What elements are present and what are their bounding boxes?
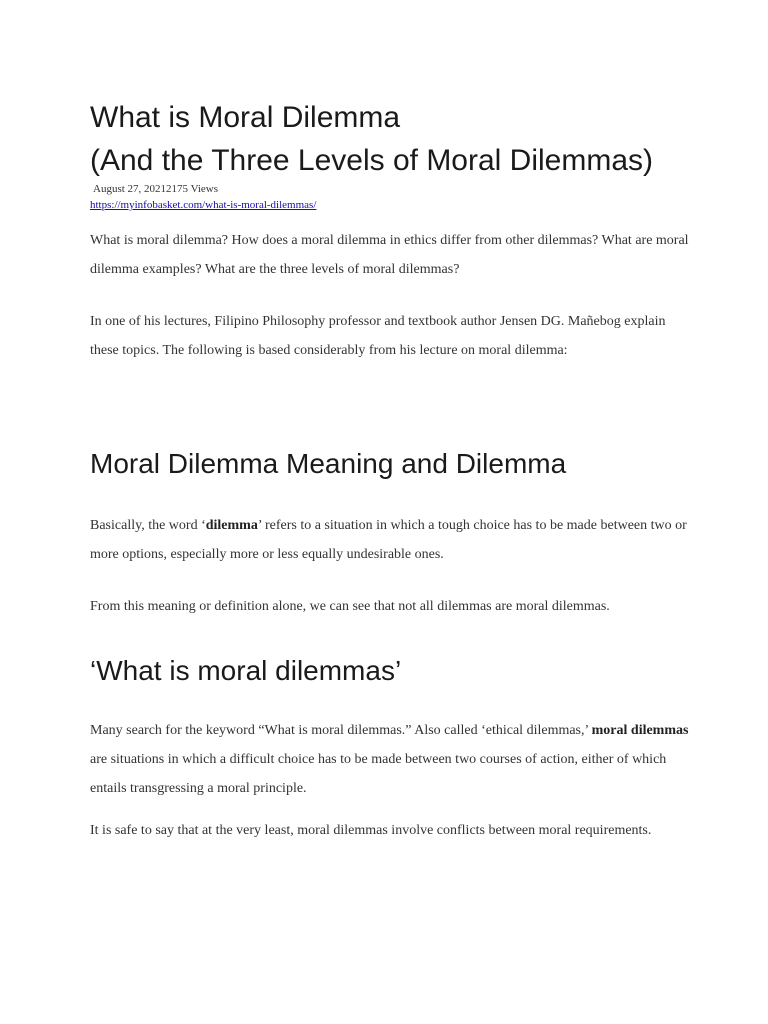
section-heading-meaning: Moral Dilemma Meaning and Dilemma bbox=[90, 448, 567, 479]
section-heading-what: ‘What is moral dilemmas’ bbox=[90, 655, 402, 686]
source-link[interactable]: https://myinfobasket.com/what-is-moral-dilemmas/ bbox=[90, 199, 317, 211]
title-line-1: What is Moral Dilemma bbox=[90, 101, 401, 134]
intro-paragraph: What is moral dilemma? How does a moral dilemma in ethics differ from other dilemmas? What are moral dilemma examples? What are the three levels of moral dilemmas? bbox=[90, 233, 689, 277]
meaning-bold-term: dilemma bbox=[205, 518, 258, 533]
post-meta: August 27, 20212175 Views bbox=[93, 183, 219, 195]
title-line-2: (And the Three Levels of Moral Dilemmas) bbox=[90, 144, 653, 177]
keyword-text-after: are situations in which a difficult choice has to be made between two courses of action, either of which entails transgressing a moral principle. bbox=[90, 752, 667, 796]
keyword-bold-term: moral dilemmas bbox=[591, 723, 689, 738]
conflict-paragraph: It is safe to say that at the very least, moral dilemmas involve conflicts between moral requirements. bbox=[90, 823, 652, 838]
keyword-paragraph bbox=[90, 716, 690, 803]
page-title bbox=[90, 96, 730, 182]
keyword-text-before: Many search for the keyword “What is moral dilemmas.” Also called ‘ethical dilemmas,’ bbox=[90, 723, 592, 738]
lecture-paragraph: In one of his lectures, Filipino Philosophy professor and textbook author Jensen DG. Mañebog explain these topics. The following is based considerably from his lecture on moral dilemma: bbox=[90, 314, 666, 358]
definition-paragraph: From this meaning or definition alone, we can see that not all dilemmas are moral dilemmas. bbox=[90, 599, 610, 614]
meaning-text-before: Basically, the word ‘ bbox=[90, 518, 206, 533]
meaning-text-after: ’ refers to a situation in which a tough choice has to be made between two or more options, especially more or less equally undesirable ones. bbox=[90, 518, 687, 562]
meaning-paragraph bbox=[90, 511, 690, 569]
